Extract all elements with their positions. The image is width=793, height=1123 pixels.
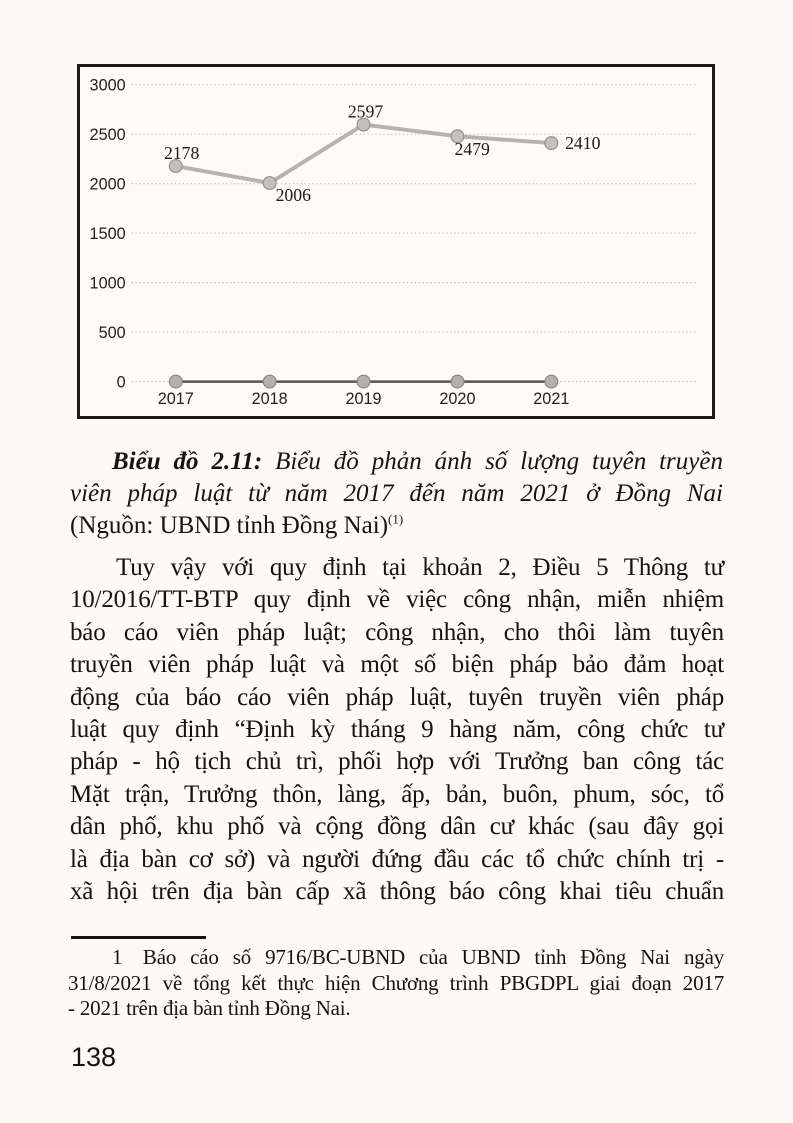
caption-text: Biểu đồ phản ánh số lượng tuyên truyền xyxy=(262,448,723,475)
footnote xyxy=(68,945,724,1022)
text-line: Mặt trận, Trưởng thôn, làng, ấp, bản, buôn, phum, sóc, tổ xyxy=(70,780,724,808)
y-tick-label: 500 xyxy=(98,324,126,343)
y-tick-label: 3000 xyxy=(89,76,126,95)
caption-line xyxy=(70,446,723,478)
footnote-ref: (1) xyxy=(388,511,404,527)
data-label: 2597 xyxy=(347,101,384,122)
text-line: xã hội trên địa bàn cấp xã thông báo công khai tiêu chuẩn xyxy=(70,878,724,906)
x-tick-label: 2018 xyxy=(251,390,288,409)
caption-source: (Nguồn: UBND tỉnh Đồng Nai) xyxy=(70,512,389,539)
data-point-marker xyxy=(263,375,276,388)
text-line: - 2021 trên địa bàn tỉnh Đồng Nai. xyxy=(68,996,351,1021)
data-label: 2006 xyxy=(275,184,311,205)
caption-label: Biểu đồ 2.11: xyxy=(112,448,263,475)
caption-source-line xyxy=(70,510,723,542)
data-point-marker xyxy=(451,375,464,388)
data-label: 2410 xyxy=(565,132,601,153)
data-point-marker xyxy=(545,375,558,388)
text-line: 31/8/2021 về tổng kết thực hiện Chương trình PBGDPL giai đoạn 2017 xyxy=(68,970,724,995)
data-point-marker xyxy=(545,137,558,150)
text-line: pháp - hộ tịch chủ trì, phối hợp với Trưởng ban công tác xyxy=(70,748,724,776)
chart-caption xyxy=(70,446,723,542)
paragraph xyxy=(70,552,724,908)
y-tick-label: 1000 xyxy=(89,274,126,293)
x-tick-label: 2020 xyxy=(439,390,476,409)
page-number: 138 xyxy=(71,1042,117,1072)
text-line: dân phố, khu phố và cộng đồng dân cư khác (sau đây gọi xyxy=(70,813,724,841)
data-point-marker xyxy=(169,375,182,388)
data-label: 2178 xyxy=(163,143,200,164)
y-tick-label: 2000 xyxy=(89,175,126,194)
x-tick-label: 2019 xyxy=(345,390,382,409)
text-line: là địa bàn cơ sở) và người đứng đầu các tổ chức chính trị - xyxy=(70,845,724,873)
text-line: truyền viên pháp luật và một số biện pháp bảo đảm hoạt xyxy=(70,651,724,679)
y-tick-label: 2500 xyxy=(89,126,126,145)
data-point-marker xyxy=(357,375,370,388)
text-line: động của báo cáo viên pháp luật, tuyên truyền viên pháp xyxy=(70,683,724,711)
y-tick-label: 1500 xyxy=(89,225,126,244)
y-tick-label: 0 xyxy=(116,373,126,392)
series-line xyxy=(176,125,552,183)
caption-line: viên pháp luật từ năm 2017 đến năm 2021 ở Đồng Nai xyxy=(70,480,723,507)
text-line: báo cáo viên pháp luật; công nhận, cho thôi làm tuyên xyxy=(70,618,724,646)
data-point-marker xyxy=(263,177,276,190)
text-line: 10/2016/TT-BTP quy định về việc công nhận, miễn nhiệm xyxy=(70,586,724,614)
text-line: luật quy định “Định kỳ tháng 9 hàng năm, công chức tư xyxy=(70,716,724,744)
chart-frame xyxy=(77,64,715,419)
text-line: Tuy vậy với quy định tại khoản 2, Điều 5 Thông tư xyxy=(116,554,724,581)
x-tick-label: 2017 xyxy=(157,390,194,409)
x-tick-label: 2021 xyxy=(533,390,570,409)
data-label: 2479 xyxy=(454,138,490,159)
footnote-divider xyxy=(71,936,206,939)
line-chart xyxy=(80,67,712,416)
text-line: 1 Báo cáo số 9716/BC-UBND của UBND tỉnh Đồng Nai ngày xyxy=(112,945,724,969)
